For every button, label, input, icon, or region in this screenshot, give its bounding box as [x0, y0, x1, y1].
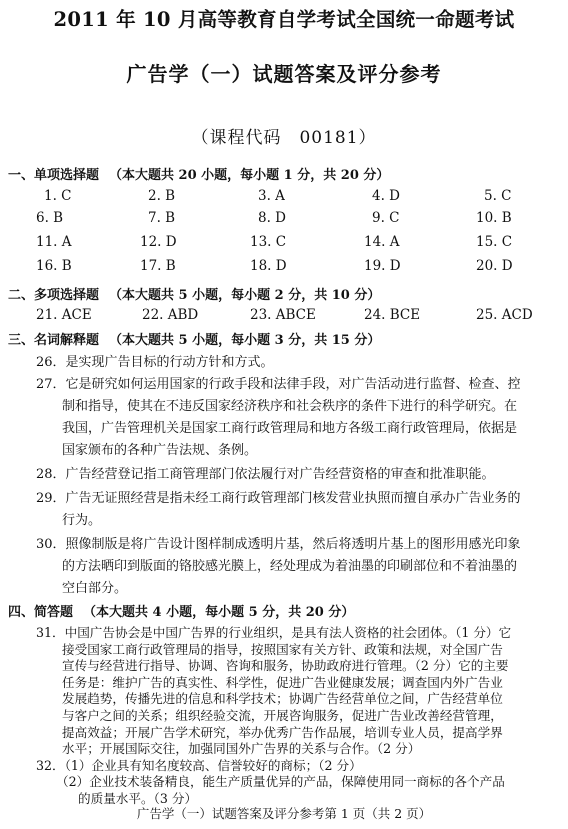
answer-line: 26．是实现广告目标的行动方针和方式。 — [36, 355, 274, 370]
answer-item: 22. ABD — [142, 307, 199, 323]
answer-line: （2）企业技术装备精良，能生产质量优异的产品，保障使用同一商标的各个产品 — [56, 774, 505, 790]
answer-item: 14. A — [364, 234, 400, 250]
answer-item: 7. B — [148, 210, 176, 226]
answer-item: 12. D — [140, 234, 177, 250]
answer-line: 空白部分。 — [62, 581, 128, 596]
section2-note: （本大题共 5 小题，每小题 2 分，共 10 分） — [109, 288, 381, 303]
answer-item: 4. D — [372, 188, 400, 204]
answer-line: 宣传与经营进行指导、协调、咨询和服务，协助政府进行管理。（2 分）它的主要 — [62, 658, 509, 674]
answer-item: 24. BCE — [364, 307, 421, 323]
answer-item: 25. ACD — [476, 307, 533, 323]
section2-title: 二、多项选择题 — [8, 288, 100, 303]
answer-line: 的质量水平。（3 分） — [78, 791, 198, 806]
section2-heading — [8, 284, 380, 303]
answer-item: 15. C — [476, 234, 513, 250]
section3-heading — [8, 329, 380, 348]
section1-note: （本大题共 20 小题，每小题 1 分，共 20 分） — [109, 168, 390, 183]
page-footer: 广告学（一）试题答案及评分参考第 1 页（共 2 页） — [136, 806, 432, 821]
answer-line: 发展趋势，传播先进的信息和科学技术；协调广告经营单位之间，广告经营单位 — [62, 691, 503, 707]
answer-line: 28．广告经营登记指工商管理部门依法履行对广告经营资格的审查和批准职能。 — [36, 467, 495, 482]
answer-item: 8. D — [258, 210, 286, 226]
document-title: 广告学（一）试题答案及评分参考 — [126, 62, 442, 86]
answer-line: 接受国家工商行政管理局的指导，按照国家有关方针、政策和法规，对全国广告 — [62, 641, 503, 657]
answer-line: 国家颁布的各种广告法规、条例。 — [62, 443, 258, 458]
section1-heading — [8, 164, 389, 183]
section3-note: （本大题共 5 小题，每小题 3 分，共 15 分） — [109, 333, 381, 348]
answer-item: 6. B — [36, 210, 64, 226]
answer-item: 19. D — [364, 258, 401, 274]
answer-item: 9. C — [372, 210, 400, 226]
answer-line: 27．它是研究如何运用国家的行政手段和法律手段，对广告活动进行监督、检查、控 — [36, 377, 521, 392]
answer-line: 31．中国广告协会是中国广告界的行业组织，是具有法人资格的社会团体。（1 分）它 — [36, 625, 512, 640]
answer-item: 16. B — [36, 258, 72, 274]
answer-line: 的方法晒印到版面的铬胶感光膜上，经处理成为着油墨的印刷部位和不着油墨的 — [62, 559, 518, 574]
answer-item: 5. C — [484, 188, 512, 204]
answer-line: 提高效益；开展广告学术研究，举办优秀广告作品展，培训专业人员，提高学界 — [62, 724, 503, 740]
section3-title: 三、名词解释题 — [8, 333, 100, 348]
answer-item: 3. A — [258, 188, 285, 204]
answer-item: 1. C — [44, 188, 72, 204]
section4-title: 四、简答题 — [8, 605, 74, 620]
answer-item: 21. ACE — [36, 307, 92, 323]
answer-line: 制和指导，使其在不违反国家经济秩序和社会秩序的条件下进行的科学研究。在 — [62, 399, 518, 414]
answer-item: 20. D — [476, 258, 513, 274]
answer-line: 我国，广告管理机关是国家工商行政管理局和地方各级工商行政管理局，依据是 — [62, 421, 518, 436]
answer-item: 17. B — [140, 258, 176, 274]
exam-title: 2011 年 10 月高等教育自学考试全国统一命题考试 — [53, 8, 515, 31]
answer-item: 18. D — [250, 258, 287, 274]
answer-line: 30．照像制版是将广告设计图样制成透明片基，然后将透明片基上的图形用感光印象 — [36, 537, 521, 552]
section4-note: （本大题共 4 小题，每小题 5 分，共 20 分） — [83, 605, 355, 620]
answer-line: 与客户之间的关系；组织经验交流，开展咨询服务，促进广告业改善经营管理， — [62, 708, 503, 723]
section4-heading — [8, 601, 354, 620]
answer-line: 行为。 — [62, 513, 102, 528]
course-code: （课程代码 00181） — [191, 128, 377, 148]
answer-item: 10. B — [476, 210, 512, 226]
answer-line: 29．广告无证照经营是指未经工商行政管理部门核发营业执照而擅自承办广告业务的 — [36, 491, 521, 506]
answer-line: 任务是：维护广告的真实性、科学性，促进广告业健康发展；调查国内外广告业 — [62, 674, 503, 690]
answer-line: 水平；开展国际交往，加强同国外广告界的关系与合作。（2 分） — [62, 741, 421, 757]
answer-item: 23. ABCE — [250, 307, 316, 323]
answer-line: 32．（1）企业具有知名度较高、信誉较好的商标；（2 分） — [36, 757, 362, 773]
section1-title: 一、单项选择题 — [8, 168, 100, 183]
answer-item: 2. B — [148, 188, 176, 204]
answer-item: 13. C — [250, 234, 287, 250]
answer-item: 11. A — [36, 234, 72, 250]
